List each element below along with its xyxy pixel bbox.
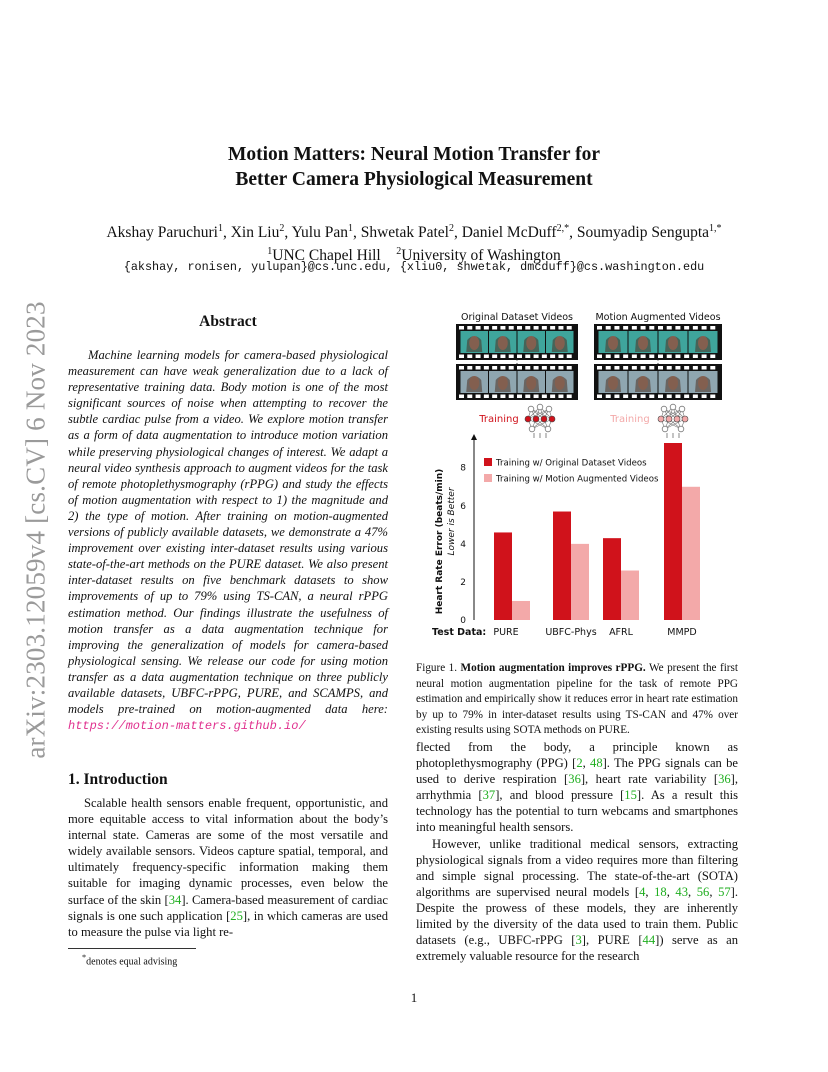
- sprocket-hole: [632, 355, 637, 359]
- net-node: [678, 426, 684, 432]
- legend-swatch: [484, 458, 492, 466]
- sprocket-hole: [623, 326, 628, 330]
- body-text: ], arrhythmia [: [416, 772, 738, 803]
- filmstrip: [594, 364, 722, 400]
- body-text: ]) serve as an extremely valuable resource for the research: [416, 933, 738, 964]
- sprocket-hole: [542, 366, 547, 370]
- sprocket-hole: [606, 355, 611, 359]
- sprocket-hole: [693, 395, 698, 399]
- body-text: ,: [709, 884, 719, 899]
- sprocket-hole: [550, 326, 555, 330]
- author-name: Xin Liu: [230, 224, 280, 242]
- sprocket-hole: [684, 355, 689, 359]
- author-affiliation-mark: 2: [279, 223, 285, 234]
- author-name: Soumyadip Sengupta: [576, 224, 710, 242]
- sprocket-hole: [484, 395, 489, 399]
- net-node: [666, 416, 672, 422]
- citation-link[interactable]: 57: [718, 884, 731, 899]
- body-text: ,: [688, 884, 697, 899]
- sprocket-hole: [614, 326, 619, 330]
- body-text: ]. The PPG signals can be used to derive respiration [: [416, 756, 738, 787]
- net-node: [679, 406, 685, 412]
- intro-text: Scalable health sensors enable frequent, opportunistic, and more equitable access to vital information about the body’s internal state. Cameras are some of the most versatile and widely available sensors. Videos capture spatial, temporal, and ultimately frequency-specific information making them suitable for imaging dynamic processes, even below the surface of the skin [: [68, 796, 388, 907]
- author-affiliation-mark: 1,*: [709, 223, 722, 234]
- sprocket-hole: [517, 366, 522, 370]
- footnote: [82, 953, 177, 967]
- y-axis-arrow: [471, 434, 477, 440]
- sprocket-hole: [614, 355, 619, 359]
- body-text: ], heart rate variability [: [580, 772, 719, 787]
- body-text: ]. Despite the prowess of these models, they are inherently limited by the diversity of the data used to train them. Public datasets (e.g., UBFC-rPPG [: [416, 884, 739, 948]
- caption-bold: Motion augmentation improves rPPG.: [460, 662, 646, 674]
- sprocket-hole: [550, 366, 555, 370]
- sprocket-hole: [597, 366, 602, 370]
- sprocket-hole: [558, 326, 563, 330]
- sprocket-hole: [500, 326, 505, 330]
- x-tick-label: UBFC-Phys: [545, 627, 597, 638]
- sprocket-hole: [710, 326, 715, 330]
- bar-mmpd-original: [664, 443, 682, 620]
- affiliation-2: University of Washington: [401, 247, 561, 265]
- sprocket-hole: [675, 366, 680, 370]
- sprocket-hole: [534, 326, 539, 330]
- sprocket-hole: [525, 366, 530, 370]
- bar-afrl-augmented: [621, 571, 639, 620]
- citation-link[interactable]: 3: [575, 933, 582, 948]
- ellipsis-dot: :: [515, 356, 519, 366]
- net-node: [529, 426, 535, 432]
- sprocket-hole: [649, 326, 654, 330]
- sprocket-hole: [658, 395, 663, 399]
- intro-text: ], in which cameras are used to measure the pulse via light re-: [68, 908, 388, 939]
- figure-graphic: [432, 308, 732, 648]
- sprocket-hole: [597, 395, 602, 399]
- sprocket-hole: [597, 326, 602, 330]
- sprocket-hole: [606, 366, 611, 370]
- bar-pure-original: [494, 532, 512, 620]
- body-text: flected from the body, a principle known as photoplethysmography (PPG) [: [416, 740, 738, 771]
- net-node: [670, 404, 676, 410]
- sprocket-hole: [476, 355, 481, 359]
- sprocket-hole: [693, 326, 698, 330]
- author-block: [0, 219, 828, 265]
- figure-1: [432, 308, 732, 648]
- sprocket-hole: [614, 395, 619, 399]
- footnote-mark: *: [82, 953, 87, 962]
- author-affiliation-mark: 2: [448, 223, 454, 234]
- sprocket-hole: [567, 326, 572, 330]
- sprocket-hole: [632, 366, 637, 370]
- sprocket-hole: [509, 395, 514, 399]
- sprocket-hole: [641, 326, 646, 330]
- net-node: [528, 406, 534, 412]
- sprocket-hole: [550, 395, 555, 399]
- sprocket-hole: [693, 355, 698, 359]
- sprocket-hole: [623, 366, 628, 370]
- citation-link[interactable]: 2: [576, 756, 583, 771]
- sprocket-hole: [550, 355, 555, 359]
- sprocket-hole: [658, 326, 663, 330]
- intro-text: ]. Camera-based measurement of cardiac signals is one such application [: [68, 892, 388, 923]
- neural-network-icons: [525, 404, 688, 438]
- sprocket-hole: [517, 395, 522, 399]
- citation-link[interactable]: 4: [639, 884, 646, 899]
- sprocket-hole: [525, 326, 530, 330]
- sprocket-hole: [684, 395, 689, 399]
- net-node: [546, 406, 552, 412]
- author-name: Akshay Paruchuri: [106, 224, 218, 242]
- ellipsis-dot: :: [656, 356, 660, 366]
- sprocket-hole: [667, 326, 672, 330]
- footnote-text: denotes equal advising: [86, 956, 178, 968]
- sprocket-hole: [693, 366, 698, 370]
- sprocket-hole: [641, 366, 646, 370]
- net-node: [525, 416, 531, 422]
- bar-ubfc-phys-augmented: [571, 544, 589, 620]
- y-axis-sublabel: Lower is Better: [447, 487, 457, 556]
- training-label-augmented: Training: [610, 414, 650, 425]
- x-tick-label: PURE: [493, 627, 519, 638]
- paper-title: [0, 142, 828, 192]
- abstract-body: [68, 347, 388, 734]
- author-name: Yulu Pan: [291, 224, 348, 242]
- sprocket-hole: [509, 355, 514, 359]
- neural-network-icon: [525, 404, 555, 438]
- y-tick-label: 8: [460, 463, 466, 474]
- sprocket-hole: [500, 366, 505, 370]
- y-tick-label: 0: [460, 616, 466, 626]
- legend-swatch: [484, 474, 492, 482]
- sprocket-hole: [459, 395, 464, 399]
- sprocket-hole: [542, 395, 547, 399]
- sprocket-hole: [467, 326, 472, 330]
- author-affiliation-mark: 1: [217, 223, 223, 234]
- net-node: [674, 416, 680, 422]
- author-affiliation-mark: 1: [347, 223, 353, 234]
- net-node: [658, 416, 664, 422]
- sprocket-hole: [702, 395, 707, 399]
- citation-link[interactable]: 37: [482, 788, 496, 803]
- citation-link[interactable]: 56: [696, 884, 710, 899]
- paragraph: [416, 739, 738, 836]
- y-tick-label: 2: [460, 577, 466, 588]
- video-filmstrips: [456, 324, 722, 400]
- sprocket-hole: [658, 366, 663, 370]
- sprocket-hole: [459, 355, 464, 359]
- net-node: [661, 406, 667, 412]
- sprocket-hole: [702, 366, 707, 370]
- bar-chart: [432, 434, 700, 638]
- sprocket-hole: [534, 395, 539, 399]
- footnote-divider: [68, 948, 196, 949]
- sprocket-hole: [684, 366, 689, 370]
- bar-mmpd-augmented: [682, 487, 700, 620]
- intro-heading: 1. Introduction: [68, 771, 168, 788]
- sprocket-hole: [702, 326, 707, 330]
- sprocket-hole: [492, 366, 497, 370]
- author-emails: {akshay, ronisen, yulupan}@cs.unc.edu, {xliu0, shwetak, dmcduff}@cs.washington.edu: [123, 260, 705, 274]
- figure-caption: [416, 661, 738, 739]
- sprocket-hole: [641, 395, 646, 399]
- y-tick-label: 4: [460, 539, 466, 550]
- legend-entry: Training w/ Original Dataset Videos: [496, 458, 647, 469]
- sprocket-hole: [467, 395, 472, 399]
- sprocket-hole: [606, 326, 611, 330]
- net-node: [537, 404, 543, 410]
- abstract-heading: Abstract: [199, 313, 257, 330]
- sprocket-hole: [558, 366, 563, 370]
- sprocket-hole: [702, 355, 707, 359]
- sprocket-hole: [492, 326, 497, 330]
- sprocket-hole: [484, 366, 489, 370]
- citation-link[interactable]: 44: [642, 933, 656, 948]
- sprocket-hole: [542, 326, 547, 330]
- x-axis-prefix: Test Data:: [432, 627, 487, 638]
- affiliation-mark: 2: [396, 246, 402, 258]
- sprocket-hole: [649, 395, 654, 399]
- sprocket-hole: [500, 395, 505, 399]
- filmstrip: [456, 364, 578, 400]
- arxiv-stamp-text: arXiv:2303.12059v4 [cs.CV] 6 Nov 2023: [20, 301, 51, 759]
- sprocket-hole: [606, 395, 611, 399]
- body-text: ]. As a result this technology has the potential to turn webcams and smartphones into meaningful health sensors.: [416, 788, 738, 835]
- sprocket-hole: [684, 326, 689, 330]
- sprocket-hole: [476, 395, 481, 399]
- citation-link[interactable]: 43: [675, 884, 689, 899]
- net-node: [662, 426, 668, 432]
- augmented-videos-label: Motion Augmented Videos: [595, 312, 721, 323]
- citation-link[interactable]: 36: [568, 772, 581, 787]
- intro-body: [68, 795, 388, 940]
- filmstrip: [594, 324, 722, 360]
- filmstrip: [456, 324, 578, 360]
- sprocket-hole: [484, 355, 489, 359]
- sprocket-hole: [710, 366, 715, 370]
- sprocket-hole: [667, 395, 672, 399]
- author-name: Daniel McDuff: [461, 224, 557, 242]
- page-number: 1: [410, 990, 418, 1005]
- net-node: [682, 416, 688, 422]
- sprocket-hole: [534, 366, 539, 370]
- sprocket-hole: [675, 395, 680, 399]
- sprocket-hole: [567, 355, 572, 359]
- sprocket-hole: [476, 326, 481, 330]
- citation-link[interactable]: 25: [230, 908, 243, 923]
- bar-pure-augmented: [512, 601, 530, 620]
- y-tick-label: 6: [460, 501, 466, 512]
- net-node: [545, 426, 551, 432]
- citation-link[interactable]: 18: [654, 884, 667, 899]
- sprocket-hole: [649, 355, 654, 359]
- net-node: [533, 416, 539, 422]
- sprocket-hole: [675, 326, 680, 330]
- sprocket-hole: [525, 395, 530, 399]
- sprocket-hole: [675, 355, 680, 359]
- arxiv-stamp: [6, 290, 66, 770]
- author-list: Akshay Paruchuri$^1$, Xin Liu$^2$, Yulu Pan$^1$, Shwetak Patel$^2$, Daniel McDuff$^{2,*}$, Soumyadip Sengupta$^{1,*}$: [106, 223, 722, 242]
- body-text: ], and blood pressure [: [495, 788, 625, 803]
- net-node: [549, 416, 555, 422]
- paragraph: [416, 836, 738, 965]
- project-url-link[interactable]: https://motion-matters.github.io/: [68, 719, 306, 734]
- citation-link[interactable]: 36: [718, 772, 731, 787]
- author-name: Shwetak Patel: [360, 224, 449, 242]
- abstract-text: Machine learning models for camera-based physiological measurement can have weak generalization due to a lack of representative training data. Body motion is one of the most significant sources of noise when attempting to recover the subtle cardiac pulse from a video. We explore motion transfer as a form of data augmentation to introduce motion variation while preserving physiological changes of interest. We adapt a neural video synthesis approach to augment videos for the task of remote photoplethysmography (rPPG) and study the effects of motion augmentation with respect to 1) the magnitude and 2) the type of motion. After training on motion-augmented versions of publicly available datasets, we demonstrate a 47% improvement over existing inter-dataset results using various state-of-the-art methods on the PURE dataset. We also present inter-dataset results on five benchmark datasets to show improvements of up to 79% using TS-CAN, a neural rPPG estimation method. Our findings illustrate the usefulness of motion transfer as a data augmentation technique for improving the generalization of models for camera-based physiological sensing. We release our code for using motion transfer as a data augmentation technique on three publicly available datasets, UBFC-rPPG, PURE, and SCAMPS, and models pre-trained on motion-augmented data here:: [68, 348, 388, 717]
- sprocket-hole: [484, 326, 489, 330]
- sprocket-hole: [542, 355, 547, 359]
- sprocket-hole: [641, 355, 646, 359]
- citation-link[interactable]: 34: [168, 892, 182, 907]
- sprocket-hole: [509, 326, 514, 330]
- sprocket-hole: [710, 395, 715, 399]
- y-axis-label: Heart Rate Error (beats/min): [435, 468, 445, 615]
- legend-entry: Training w/ Motion Augmented Videos: [496, 474, 659, 485]
- sprocket-hole: [459, 326, 464, 330]
- sprocket-hole: [567, 366, 572, 370]
- right-column-text: [416, 739, 738, 964]
- sprocket-hole: [500, 355, 505, 359]
- affiliation-mark: 1: [267, 246, 273, 258]
- sprocket-hole: [623, 395, 628, 399]
- sprocket-hole: [525, 355, 530, 359]
- sprocket-hole: [710, 355, 715, 359]
- sprocket-hole: [467, 366, 472, 370]
- sprocket-hole: [517, 326, 522, 330]
- sprocket-hole: [534, 355, 539, 359]
- author-affiliation-mark: 2,*: [556, 223, 570, 234]
- sprocket-hole: [492, 355, 497, 359]
- neural-network-icon: [658, 404, 688, 438]
- sprocket-hole: [632, 395, 637, 399]
- original-videos-label: Original Dataset Videos: [461, 312, 573, 323]
- sprocket-hole: [459, 366, 464, 370]
- sprocket-hole: [614, 366, 619, 370]
- body-text: ,: [645, 884, 655, 899]
- training-label-original: Training: [479, 414, 519, 425]
- bar-ubfc-phys-original: [553, 512, 571, 620]
- sprocket-hole: [597, 355, 602, 359]
- body-text: ,: [582, 756, 591, 771]
- x-tick-label: AFRL: [609, 627, 633, 638]
- sprocket-hole: [467, 355, 472, 359]
- title-line-1: Motion Matters: Neural Motion Transfer for: [227, 144, 601, 165]
- sprocket-hole: [558, 355, 563, 359]
- x-tick-label: MMPD: [667, 627, 697, 638]
- sprocket-hole: [567, 395, 572, 399]
- sprocket-hole: [649, 366, 654, 370]
- bar-afrl-original: [603, 538, 621, 620]
- body-text: ,: [666, 884, 676, 899]
- citation-link[interactable]: 15: [624, 788, 637, 803]
- title-line-2: Better Camera Physiological Measurement: [235, 169, 593, 190]
- sprocket-hole: [476, 366, 481, 370]
- net-node: [541, 416, 547, 422]
- caption-text: We present the first neural motion augmentation pipeline for the task of remote PPG estimation and empirically show it reduces error in heart rate estimation by up to 79% in inter-dataset results using TS-CAN and 47% over existing results using SOTA methods on PURE.: [416, 662, 738, 737]
- sprocket-hole: [667, 366, 672, 370]
- sprocket-hole: [632, 326, 637, 330]
- sprocket-hole: [492, 395, 497, 399]
- sprocket-hole: [509, 366, 514, 370]
- caption-prefix: Figure 1.: [416, 662, 461, 674]
- citation-link[interactable]: 48: [590, 756, 603, 771]
- body-text: However, unlike traditional medical sensors, extracting physiological signals from a video requires more than filtering and simple signal processing. The state-of-the-art (SOTA) algorithms are supervised neural models [: [416, 836, 738, 899]
- affiliation-1: UNC Chapel Hill: [272, 247, 381, 265]
- sprocket-hole: [623, 355, 628, 359]
- sprocket-hole: [558, 395, 563, 399]
- sprocket-hole: [667, 355, 672, 359]
- body-text: ], PURE [: [581, 933, 643, 948]
